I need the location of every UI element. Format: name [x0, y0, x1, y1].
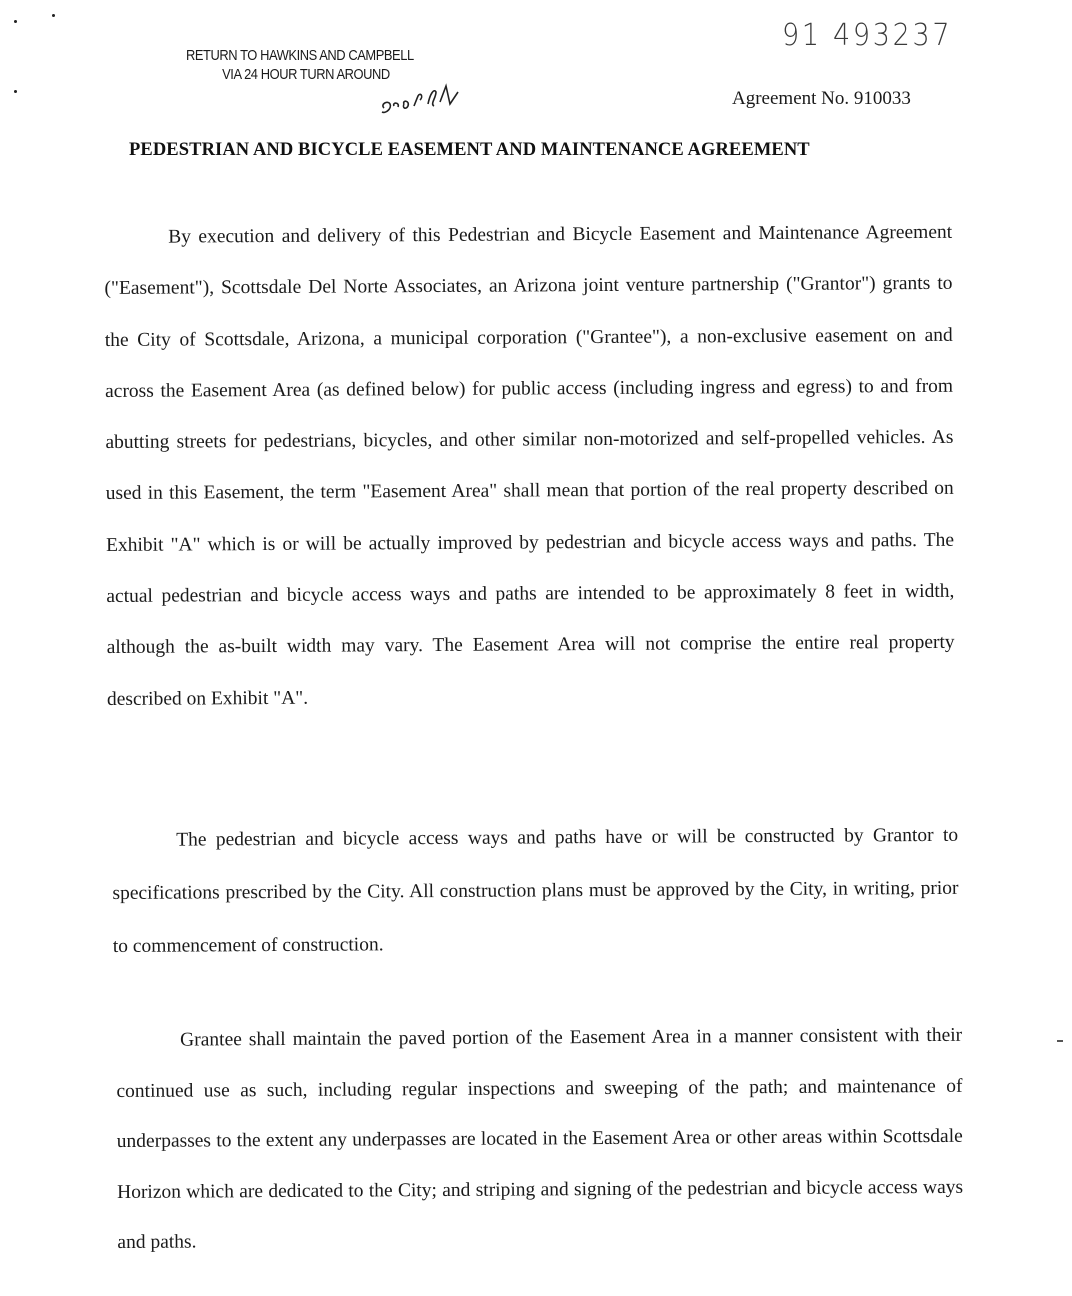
document-title: PEDESTRIAN AND BICYCLE EASEMENT AND MAINTENANCE AGREEMENT [129, 140, 810, 160]
paragraph-text: By execution and delivery of this Pedestrian and Bicycle Easement and Maintenance Agreement ("Easement"), Scottsdale Del Norte Associates, an Arizona joint venture partnership ("Grantor") grants to the City of Scottsdale, Arizona, a municipal corporation ("Grantee"), a non-exclusive easement on and across the Easement Area (as defined below) for public access (including ingress and egress) to and from abutting streets for pedestrians, bicycles, and other similar non-motorized and self-propelled vehicles. As used in this Easement, the term "Easement Area" shall mean that portion of the real property described on Exhibit "A" which is or will be actually improved by pedestrian and bicycle access ways and paths. The actual pedestrian and bicycle access ways and paths are intended to be approximately 8 feet in width, although the as-built width may vary. The Easement Area will not comprise the entire real property described on Exhibit "A". [104, 221, 955, 710]
paragraph-maintenance [116, 1011, 964, 1269]
agreement-number: Agreement No. 910033 [732, 88, 911, 109]
paragraph-text: Grantee shall maintain the paved portion of the Easement Area in a manner consistent with their continued use as such, including regular inspections and sweeping of the path; and maintenance of underpasses to the extent any underpasses are located in the Easement Area or other areas within Scottsdale Horizon which are dedicated to the City; and striping and signing of the pedestrian and bicycle access ways and paths. [116, 1024, 964, 1253]
stamp-line-2: VIA 24 HOUR TURN AROUND [222, 66, 390, 83]
paragraph-grant-of-easement [104, 207, 955, 725]
handwritten-initials-signature [378, 74, 478, 118]
scan-speck [14, 90, 17, 93]
stamp-line-1: RETURN TO HAWKINS AND CAMPBELL [186, 47, 414, 64]
margin-mark [1057, 1040, 1063, 1042]
paragraph-construction [112, 809, 959, 973]
scan-speck [14, 20, 17, 23]
scan-speck [52, 14, 55, 17]
recording-number: 91 493237 [782, 18, 953, 53]
paragraph-text: The pedestrian and bicycle access ways and paths have or will be constructed by Grantor to specifications prescribed by the City. All construction plans must be approved by the City, in writing, prior to commencement of construction. [112, 824, 959, 957]
